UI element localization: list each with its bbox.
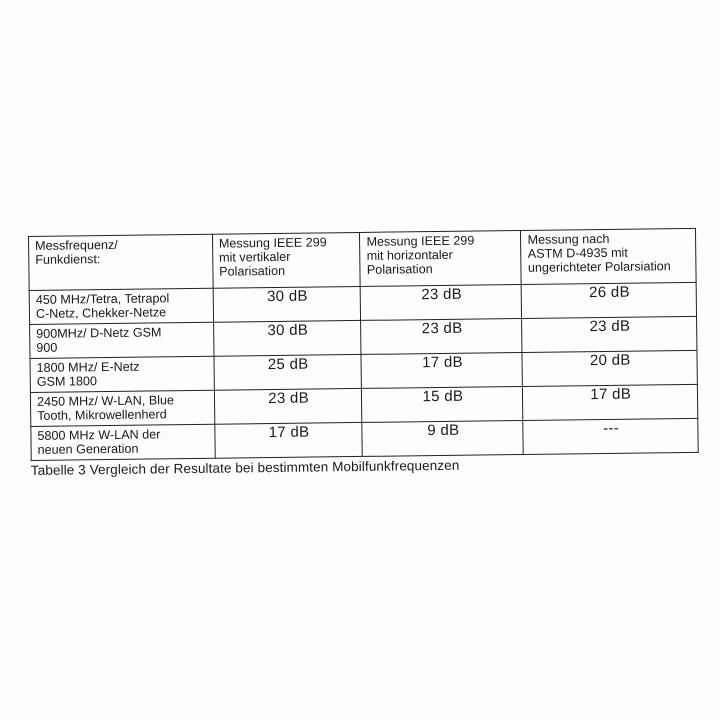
row-label [30, 322, 214, 358]
row-label-text: 900MHz/ D-Netz GSM 900 [36, 325, 162, 355]
value-horizontal: 23 dB [361, 284, 522, 320]
value-astm: 20 dB [522, 350, 697, 386]
header-astm-text: Messung nach ASTM D-4935 mit ungerichteter Polarsiation [527, 231, 671, 275]
table-caption: Tabelle 3 Vergleich der Resultate bei bestimmten Mobilfunkfrequenzen [30, 457, 460, 478]
header-frequency-text: Messfrequenz/ Funkdienst: [35, 237, 118, 267]
value-horizontal: 9 dB [362, 420, 523, 456]
header-ieee-vertical [212, 232, 360, 288]
row-label [29, 288, 213, 324]
value-astm: 26 dB [522, 282, 697, 318]
row-label-text: 1800 MHz/ E-Netz GSM 1800 [36, 359, 140, 389]
row-label [30, 390, 214, 426]
table-body [29, 282, 698, 460]
header-astm [521, 228, 696, 284]
header-frequency [29, 234, 213, 290]
table-header [29, 228, 697, 290]
value-vertical: 23 dB [214, 388, 362, 424]
row-label-text: 2450 MHz/ W-LAN, Blue Tooth, Mikrowellenherd [36, 393, 175, 423]
value-vertical: 30 dB [213, 286, 361, 322]
header-row [29, 228, 697, 290]
value-vertical: 17 dB [215, 422, 363, 458]
value-horizontal: 15 dB [362, 386, 523, 422]
value-vertical: 30 dB [213, 320, 361, 356]
value-astm: 17 dB [523, 384, 698, 420]
results-table [28, 228, 699, 461]
value-horizontal: 17 dB [361, 352, 522, 388]
row-label-text: 450 MHz/Tetra, Tetrapol C-Netz, Chekker-Netze [35, 291, 170, 321]
value-astm: --- [523, 418, 698, 454]
header-ieee-horizontal-text: Messung IEEE 299 mit horizontaler Polarisation [366, 233, 475, 277]
table-row [31, 418, 698, 460]
header-ieee-vertical-text: Messung IEEE 299 mit vertikaler Polarisation [218, 235, 327, 279]
value-astm: 23 dB [522, 316, 697, 352]
value-vertical: 25 dB [214, 354, 362, 390]
document-content [28, 228, 701, 478]
row-label [30, 356, 214, 392]
header-ieee-horizontal [360, 230, 522, 286]
value-horizontal: 23 dB [361, 318, 522, 354]
row-label-text: 5800 MHz W-LAN der neuen Generation [37, 427, 161, 457]
row-label [31, 424, 215, 460]
